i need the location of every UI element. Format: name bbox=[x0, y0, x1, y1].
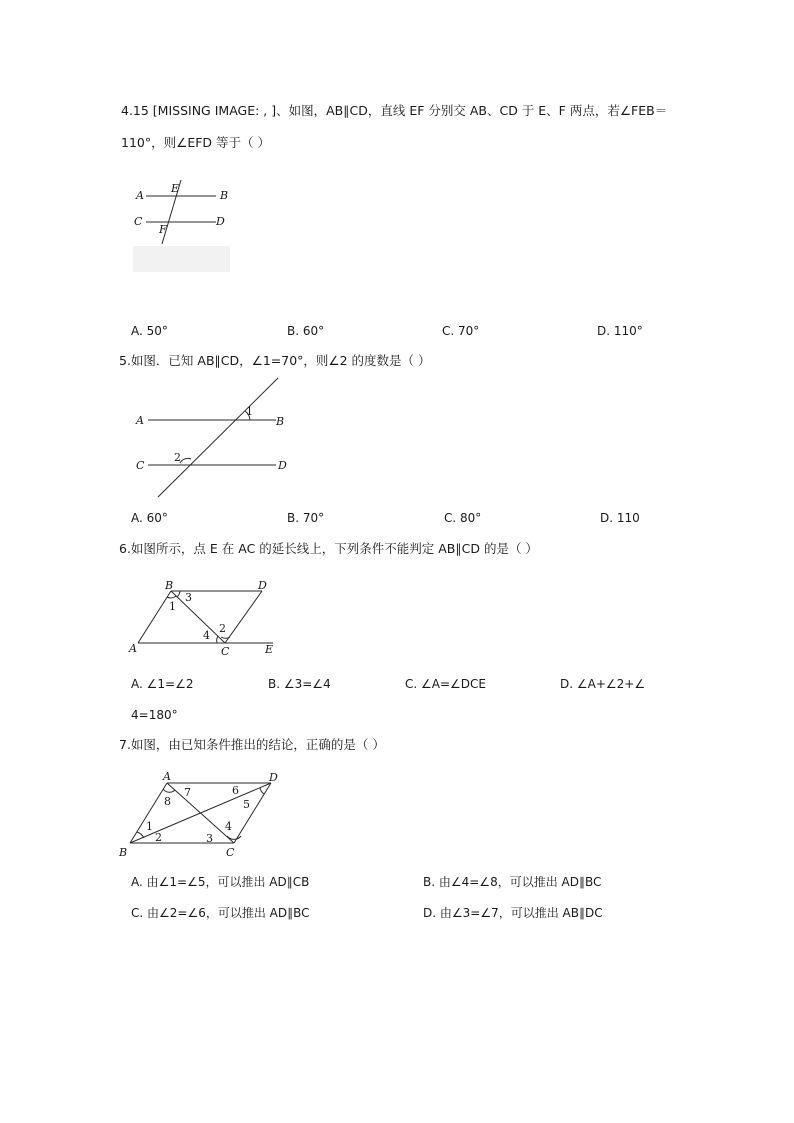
q6-text-line1: 6.如图所示，点 E 在 AC 的延长线上，下列条件不能判定 AB∥CD 的是（ ） bbox=[119, 541, 538, 556]
q6-label-b: B bbox=[165, 579, 174, 592]
q7-label-8: 8 bbox=[164, 795, 171, 808]
q4-label-d: D bbox=[216, 215, 225, 228]
q6-option-d-continued: 4=180° bbox=[131, 708, 178, 722]
q5-label-1: 1 bbox=[246, 405, 253, 418]
q4-option-c: C. 70° bbox=[442, 324, 480, 338]
q7-line-bd bbox=[130, 783, 271, 843]
q7-line-dc bbox=[234, 783, 271, 843]
q6-figure bbox=[125, 576, 285, 661]
q5-label-a: A bbox=[136, 414, 144, 427]
q4-text-line2: 110°，则∠EFD 等于（ ） bbox=[121, 135, 270, 150]
q7-figure bbox=[115, 768, 290, 863]
q6-angle1-arc bbox=[167, 596, 176, 598]
q5-transversal bbox=[158, 378, 278, 497]
q4-label-c: C bbox=[134, 215, 143, 228]
q6-label-a: A bbox=[129, 642, 137, 655]
q6-angle3-arc bbox=[177, 591, 180, 597]
q5-label-c: C bbox=[136, 459, 145, 472]
q5-text-line1: 5.如图．已知 AB∥CD，∠1=70°，则∠2 的度数是（ ） bbox=[119, 353, 431, 368]
missing-image-placeholder bbox=[133, 246, 230, 272]
q7-label-b: B bbox=[119, 846, 128, 859]
q4-label-a: A bbox=[136, 189, 144, 202]
q5-label-d: D bbox=[278, 459, 287, 472]
q6-label-3: 3 bbox=[185, 591, 192, 604]
q6-label-d: D bbox=[258, 579, 267, 592]
q6-line-bc bbox=[171, 591, 225, 643]
q6-label-c: C bbox=[221, 645, 230, 658]
q5-option-c: C. 80° bbox=[444, 511, 482, 525]
q5-option-a: A. 60° bbox=[131, 511, 168, 525]
q4-label-f: F bbox=[159, 223, 167, 236]
q4-text-line1: 4.15 [MISSING IMAGE: , ]、如图，AB∥CD，直线 EF 分别交 AB、CD 于 E、F 两点，若∠FEB＝ bbox=[121, 103, 668, 118]
q7-angle-d-arc bbox=[260, 788, 264, 794]
q7-label-4: 4 bbox=[225, 820, 232, 833]
q7-label-3: 3 bbox=[206, 832, 213, 845]
q5-label-b: B bbox=[276, 415, 285, 428]
q5-option-b: B. 70° bbox=[287, 511, 325, 525]
q7-label-2: 2 bbox=[155, 831, 162, 844]
q7-option-b: B. 由∠4=∠8，可以推出 AD∥BC bbox=[423, 875, 602, 889]
q6-label-2: 2 bbox=[219, 622, 226, 635]
q7-label-1: 1 bbox=[146, 820, 153, 833]
q4-option-a: A. 50° bbox=[131, 324, 168, 338]
q5-option-d: D. 110 bbox=[600, 511, 640, 525]
q4-option-b: B. 60° bbox=[287, 324, 325, 338]
q6-option-c: C. ∠A=∠DCE bbox=[405, 677, 486, 691]
q6-angle2-arc bbox=[221, 637, 230, 638]
q4-option-d: D. 110° bbox=[597, 324, 643, 338]
q5-figure bbox=[128, 375, 298, 505]
q7-text-line1: 7.如图，由已知条件推出的结论，正确的是（ ） bbox=[119, 737, 385, 752]
q6-angle4-arc bbox=[217, 636, 218, 643]
q7-label-d: D bbox=[269, 771, 278, 784]
q6-label-4: 4 bbox=[203, 629, 210, 642]
q7-label-6: 6 bbox=[232, 784, 239, 797]
q5-label-2: 2 bbox=[174, 451, 181, 464]
q7-label-a: A bbox=[163, 770, 171, 783]
q5-angle2-arc bbox=[180, 458, 191, 463]
q6-line-ab bbox=[138, 591, 171, 643]
q7-option-c: C. 由∠2=∠6，可以推出 AD∥BC bbox=[131, 906, 310, 920]
q7-angle-b-arc bbox=[137, 832, 144, 838]
q6-label-1: 1 bbox=[169, 600, 176, 613]
q7-option-d: D. 由∠3=∠7，可以推出 AB∥DC bbox=[423, 906, 603, 920]
q6-label-e: E bbox=[265, 643, 274, 656]
q7-angle-a-arc bbox=[163, 789, 175, 792]
q7-label-c: C bbox=[226, 846, 235, 859]
q6-option-d: D. ∠A+∠2+∠ bbox=[560, 677, 646, 691]
q4-label-e: E bbox=[171, 182, 180, 195]
q6-option-a: A. ∠1=∠2 bbox=[131, 677, 194, 691]
q7-label-5: 5 bbox=[243, 798, 250, 811]
q4-label-b: B bbox=[220, 189, 229, 202]
q6-option-b: B. ∠3=∠4 bbox=[268, 677, 331, 691]
q7-option-a: A. 由∠1=∠5，可以推出 AD∥CB bbox=[131, 875, 310, 889]
q7-label-7: 7 bbox=[184, 786, 191, 799]
q6-line-dc bbox=[225, 591, 262, 643]
